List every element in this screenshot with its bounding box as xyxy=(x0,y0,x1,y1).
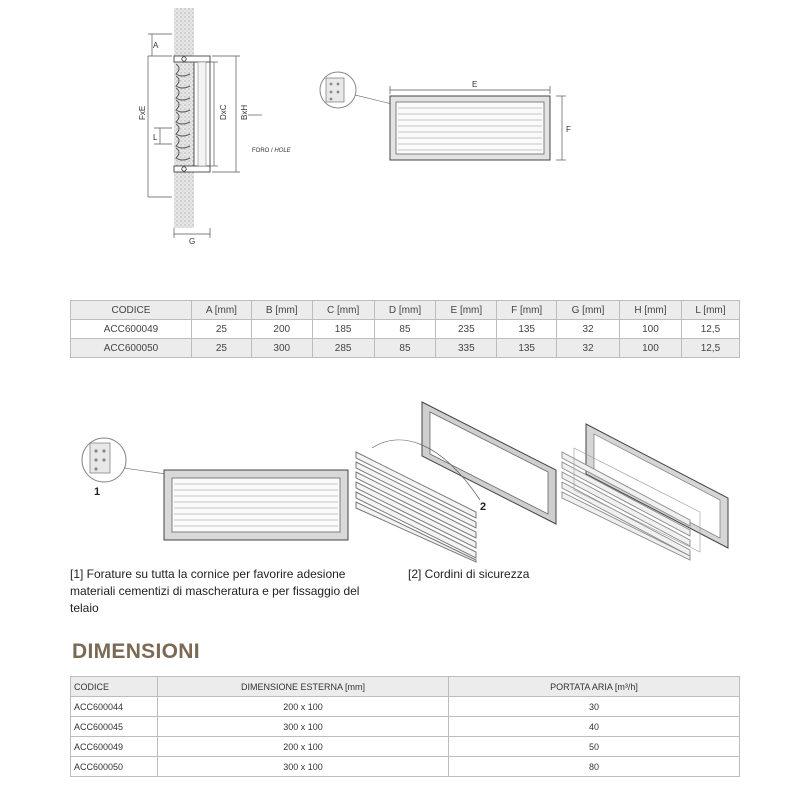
table-row xyxy=(71,339,740,358)
note-1-line-1: [1] Forature su tutta la cornice per favorire adesione xyxy=(70,567,346,581)
label-a: A xyxy=(153,41,159,50)
spec-cell: 235 xyxy=(436,320,497,339)
spec-header-c: C [mm] xyxy=(312,301,374,320)
frame-flange-bottom xyxy=(174,166,210,172)
section-diagram xyxy=(120,0,320,250)
dim-cell-codice: ACC600044 xyxy=(71,697,158,717)
spec-cell: 300 xyxy=(251,339,312,358)
screw-bottom xyxy=(182,167,186,171)
label-g: G xyxy=(189,237,196,246)
label-dxc: DxC xyxy=(219,104,228,120)
dim-cell-dimensione: 200 x 100 xyxy=(158,737,449,757)
spec-cell: 25 xyxy=(192,339,252,358)
dim-cell-dimensione: 300 x 100 xyxy=(158,757,449,777)
spec-header-f: F [mm] xyxy=(497,301,557,320)
spec-header-l: L [mm] xyxy=(681,301,739,320)
spec-cell: 100 xyxy=(619,320,681,339)
label-fxe: FxE xyxy=(138,105,147,120)
spec-cell: 185 xyxy=(312,320,374,339)
dimensions-heading: DIMENSIONI xyxy=(72,640,200,663)
spec-cell: 25 xyxy=(192,320,252,339)
frame-inner xyxy=(198,62,206,166)
dim-cell-portata: 40 xyxy=(449,717,740,737)
spec-cell: 32 xyxy=(557,339,620,358)
dim-cell-portata: 50 xyxy=(449,737,740,757)
spec-table xyxy=(70,300,740,358)
note-2: [2] Cordini di sicurezza xyxy=(408,567,530,581)
front-frame-inner xyxy=(396,102,544,154)
screw-top xyxy=(182,57,186,61)
callout-2: 2 xyxy=(480,501,487,513)
table-row xyxy=(71,320,740,339)
label-e: E xyxy=(472,80,478,89)
label-f: F xyxy=(566,125,571,134)
note-1-line-3: telaio xyxy=(70,601,99,615)
dim-header-codice: CODICE xyxy=(71,677,158,697)
spec-header-d: D [mm] xyxy=(374,301,436,320)
wall xyxy=(174,8,194,228)
table-row xyxy=(71,757,740,777)
frame-flange-top xyxy=(174,56,210,62)
detail-frame-inner xyxy=(172,478,340,532)
spec-header-g: G [mm] xyxy=(557,301,620,320)
dim-cell-codice: ACC600049 xyxy=(71,737,158,757)
dim-cell-dimensione: 200 x 100 xyxy=(158,697,449,717)
spec-header-h: H [mm] xyxy=(619,301,681,320)
dim-header-portata: PORTATA ARIA [m³/h] xyxy=(449,677,740,697)
note-1 xyxy=(70,566,390,617)
spec-cell: ACC600050 xyxy=(71,339,192,358)
spec-cell: 285 xyxy=(312,339,374,358)
spec-cell: 85 xyxy=(374,320,436,339)
callout-1: 1 xyxy=(94,486,101,498)
label-l: L xyxy=(153,133,158,142)
label-foro-text: FORO / xyxy=(252,148,273,154)
dim-cell-dimensione: 300 x 100 xyxy=(158,717,449,737)
table-row xyxy=(71,697,740,717)
label-hole-text: HOLE xyxy=(274,148,291,154)
dim-header-dimensione: DIMENSIONE ESTERNA [mm] xyxy=(158,677,449,697)
table-row xyxy=(71,717,740,737)
spec-header-a: A [mm] xyxy=(192,301,252,320)
spec-cell: 135 xyxy=(497,339,557,358)
dimensions-table-header xyxy=(71,677,740,697)
label-bxh: BxH xyxy=(240,104,249,120)
detail-diagram xyxy=(70,390,750,570)
spec-header-codice: CODICE xyxy=(71,301,192,320)
spec-header-e: E [mm] xyxy=(436,301,497,320)
spec-cell: 135 xyxy=(497,320,557,339)
spec-cell: 335 xyxy=(436,339,497,358)
dim-cell-portata: 80 xyxy=(449,757,740,777)
spec-cell: 100 xyxy=(619,339,681,358)
dimensions-table xyxy=(70,676,740,777)
spec-header-b: B [mm] xyxy=(251,301,312,320)
dim-cell-codice: ACC600045 xyxy=(71,717,158,737)
dim-cell-portata: 30 xyxy=(449,697,740,717)
table-row xyxy=(71,737,740,757)
spec-cell: ACC600049 xyxy=(71,320,192,339)
spec-table-header xyxy=(71,301,740,320)
spec-cell: 85 xyxy=(374,339,436,358)
label-foro xyxy=(252,148,292,154)
spec-cell: 12,5 xyxy=(681,320,739,339)
dim-cell-codice: ACC600050 xyxy=(71,757,158,777)
spec-cell: 32 xyxy=(557,320,620,339)
note-1-line-2: materiali cementizi di mascheratura e per fissaggio del xyxy=(70,584,360,598)
spec-cell: 200 xyxy=(251,320,312,339)
spec-cell: 12,5 xyxy=(681,339,739,358)
front-diagram xyxy=(310,60,590,180)
